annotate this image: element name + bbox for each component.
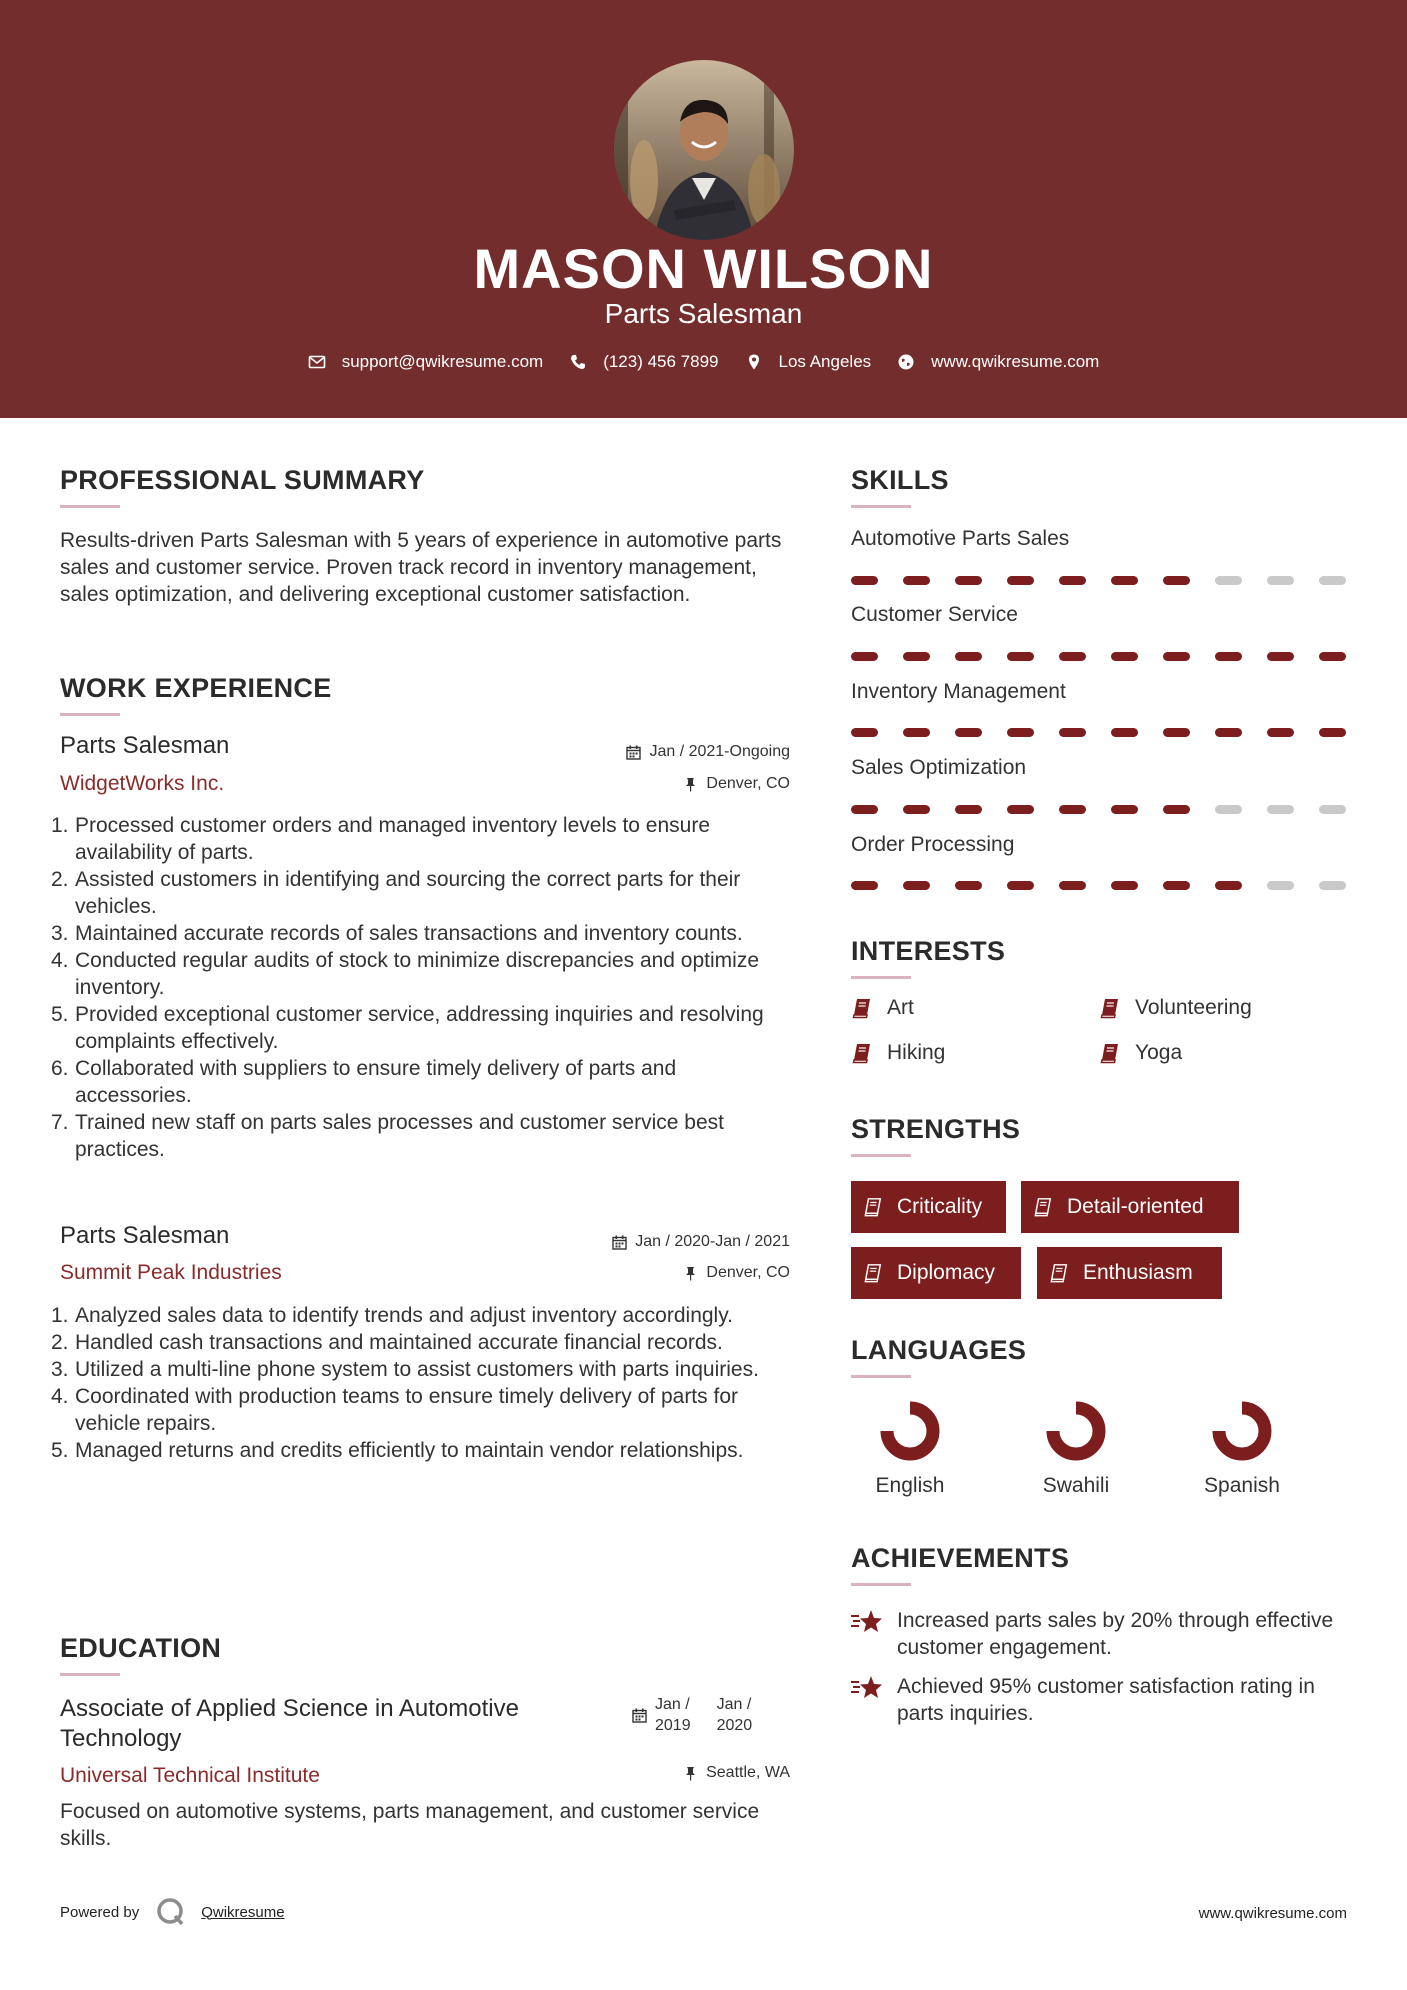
footer-powered-by [60, 1896, 285, 1928]
skill-dash-filled [1267, 652, 1294, 661]
strengths-heading: STRENGTHS [851, 1114, 1021, 1144]
skill-dash-filled [1007, 881, 1034, 890]
book-icon [1033, 1197, 1053, 1217]
language-item: English [840, 1400, 980, 1498]
skill-dash-empty [1215, 805, 1242, 814]
job-1-duty: 6. Collaborated with suppliers to ensure timely delivery of parts and accessories. [51, 1057, 677, 1107]
skill-dash-empty [1215, 576, 1242, 585]
skill-dash-empty [1319, 576, 1346, 585]
education-school: Universal Technical Institute [60, 1764, 320, 1787]
job-2-dates [480, 1233, 790, 1251]
contact-website[interactable] [897, 352, 1099, 372]
job-1-duty: 3. Maintained accurate records of sales transactions and inventory counts. [51, 922, 743, 945]
skill-dash-filled [851, 576, 878, 585]
language-level-ring [1211, 1400, 1273, 1462]
book-icon [863, 1197, 883, 1217]
skills-heading: SKILLS [851, 465, 949, 495]
job-1-location-text: Denver, CO [706, 775, 790, 792]
contact-email[interactable] [308, 352, 544, 372]
job-1-duty: 5. Provided exceptional customer service, addressing inquiries and resolving complaints effectively. [51, 1003, 764, 1053]
skill-dash-filled [955, 805, 982, 814]
job-2-location [480, 1264, 790, 1282]
contact-website-text: www.qwikresume.com [931, 352, 1100, 371]
contact-email-text: support@qwikresume.com [341, 352, 544, 371]
education-description: Focused on automotive systems, parts management, and customer service skills. [60, 1800, 760, 1850]
book-icon [851, 1042, 873, 1064]
skill-name: Customer Service [851, 603, 1018, 626]
skill-name: Sales Optimization [851, 756, 1027, 779]
skill-dash-filled [903, 728, 930, 737]
skill-dash-filled [1059, 728, 1086, 737]
qwikresume-logo-icon [155, 1896, 187, 1928]
skill-dash-filled [1163, 805, 1190, 814]
skill-name: Order Processing [851, 833, 1015, 856]
book-icon [863, 1263, 883, 1283]
skill-name: Inventory Management [851, 680, 1066, 703]
skill-dash-filled [1007, 576, 1034, 585]
skill-dash-filled [1319, 728, 1346, 737]
skill-dash-filled [1059, 576, 1086, 585]
summary-text: Results-driven Parts Salesman with 5 years of experience in automotive parts sales and customer service. Proven track record in inventory management, sales optimization, and delivering exceptional customer satisfaction. [60, 529, 782, 606]
skill-dash-filled [1111, 576, 1138, 585]
strength-tag: Criticality [851, 1181, 1006, 1233]
job-2-company: Summit Peak Industries [60, 1261, 282, 1284]
job-1-location [480, 775, 790, 793]
job-1-duty: 7. Trained new staff on parts sales processes and customer service best practices. [51, 1111, 724, 1161]
skill-dash-filled [1111, 881, 1138, 890]
calendar-icon [632, 1708, 647, 1723]
job-1-duties [51, 812, 795, 1163]
strength-tag: Enthusiasm [1037, 1247, 1222, 1299]
job-1-company: WidgetWorks Inc. [60, 772, 225, 795]
profile-photo [614, 60, 794, 240]
job-1-duty: 2. Assisted customers in identifying and sourcing the correct parts for their vehicles. [51, 868, 741, 918]
summary-heading: PROFESSIONAL SUMMARY [60, 465, 425, 495]
skill-dash-filled [1111, 652, 1138, 661]
skill-dash-empty [1267, 576, 1294, 585]
skills-heading-underline [851, 505, 911, 508]
skill-dash-filled [955, 881, 982, 890]
contact-bar [0, 352, 1407, 372]
skill-level-bar [851, 881, 1371, 890]
skill-dash-filled [955, 728, 982, 737]
globe-icon [897, 353, 915, 371]
skill-dash-filled [1111, 805, 1138, 814]
skill-dash-filled [851, 728, 878, 737]
contact-phone[interactable] [569, 352, 718, 372]
skill-dash-filled [1007, 652, 1034, 661]
experience-heading: WORK EXPERIENCE [60, 673, 332, 703]
skill-dash-filled [851, 881, 878, 890]
interests-heading-underline [851, 976, 911, 979]
job-1-duty: 1. Processed customer orders and managed inventory levels to ensure availability of parts. [51, 814, 711, 864]
skill-dash-filled [1059, 805, 1086, 814]
skill-dash-empty [1267, 805, 1294, 814]
skill-dash-empty [1267, 881, 1294, 890]
phone-icon [569, 353, 587, 371]
book-icon [1099, 997, 1121, 1019]
job-2-duty: 1. Analyzed sales data to identify trends and adjust inventory accordingly. [51, 1304, 733, 1327]
experience-heading-underline [60, 713, 120, 716]
education-location [480, 1764, 790, 1782]
interests-heading: INTERESTS [851, 936, 1006, 966]
skill-dash-filled [955, 576, 982, 585]
education-heading: EDUCATION [60, 1633, 222, 1663]
language-item: Swahili [1006, 1400, 1146, 1498]
interest-item: Hiking [851, 1041, 945, 1065]
strengths-heading-underline [851, 1154, 911, 1157]
map-pin-icon [745, 353, 763, 371]
achievement-item: Increased parts sales by 20% through effective customer engagement. [851, 1607, 1351, 1661]
pushpin-icon [683, 1266, 698, 1281]
interest-item: Volunteering [1099, 996, 1252, 1020]
skill-dash-filled [955, 652, 982, 661]
skill-dash-filled [851, 805, 878, 814]
strength-tag: Detail-oriented [1021, 1181, 1239, 1233]
profile-photo-image [614, 60, 794, 240]
achievement-item: Achieved 95% customer satisfaction rating in parts inquiries. [851, 1673, 1351, 1727]
contact-phone-text: (123) 456 7899 [603, 352, 719, 371]
skill-dash-filled [1215, 728, 1242, 737]
skill-dash-filled [1319, 652, 1346, 661]
skill-dash-empty [1319, 881, 1346, 890]
job-2-location-text: Denver, CO [706, 1264, 790, 1281]
education-start-date: Jan / 2019 [655, 1696, 691, 1734]
job-2-duty: 3. Utilized a multi-line phone system to assist customers with parts inquiries. [51, 1358, 759, 1381]
footer-url[interactable]: www.qwikresume.com [1198, 1905, 1347, 1922]
job-1-duty: 4. Conducted regular audits of stock to minimize discrepancies and optimize inventory. [51, 949, 760, 999]
skill-dash-filled [851, 652, 878, 661]
skill-level-bar [851, 728, 1371, 737]
achievements-heading: ACHIEVEMENTS [851, 1543, 1070, 1573]
job-1-dates-text: Jan / 2021-Ongoing [649, 743, 790, 760]
skill-dash-filled [903, 881, 930, 890]
job-2-duties [51, 1302, 795, 1464]
language-level-ring [1045, 1400, 1107, 1462]
skill-dash-filled [1267, 728, 1294, 737]
skill-dash-filled [903, 576, 930, 585]
job-2-duty: 5. Managed returns and credits efficiently to maintain vendor relationships. [51, 1439, 744, 1462]
candidate-name: MASON WILSON [473, 237, 934, 300]
pushpin-icon [683, 777, 698, 792]
skill-level-bar [851, 805, 1371, 814]
candidate-title: Parts Salesman [604, 298, 803, 329]
education-end-date: Jan / 2020 [716, 1696, 753, 1734]
job-1-dates [480, 743, 790, 761]
job-2-duty: 4. Coordinated with production teams to ensure timely delivery of parts for vehicle repairs. [51, 1385, 738, 1435]
language-level-ring [879, 1400, 941, 1462]
book-icon [1099, 1042, 1121, 1064]
skill-dash-filled [1007, 728, 1034, 737]
language-level-arc [887, 1408, 933, 1454]
education-degree: Associate of Applied Science in Automotive Technology [60, 1695, 519, 1752]
skill-dash-filled [1007, 805, 1034, 814]
skill-name: Automotive Parts Sales [851, 527, 1070, 550]
book-icon [1049, 1263, 1069, 1283]
skill-dash-filled [1163, 881, 1190, 890]
language-level-arc [1053, 1408, 1099, 1454]
resume-header [0, 0, 1407, 418]
job-2-title: Parts Salesman [60, 1222, 230, 1249]
shooting-star-icon [851, 1673, 883, 1701]
skill-dash-filled [903, 805, 930, 814]
language-item: Spanish [1172, 1400, 1312, 1498]
achievements-heading-underline [851, 1583, 911, 1586]
skill-dash-filled [1163, 576, 1190, 585]
language-level-arc [1219, 1408, 1265, 1454]
calendar-icon [626, 745, 641, 760]
interest-item: Yoga [1099, 1041, 1182, 1065]
interest-item: Art [851, 996, 914, 1020]
languages-heading: LANGUAGES [851, 1335, 1027, 1365]
skill-dash-filled [1059, 652, 1086, 661]
skill-level-bar [851, 652, 1371, 661]
qwikresume-link[interactable]: Qwikresume [201, 1903, 285, 1921]
education-location-text: Seattle, WA [706, 1764, 790, 1781]
envelope-icon [308, 353, 326, 371]
contact-location [745, 352, 872, 372]
powered-by-label: Powered by [60, 1903, 140, 1921]
skill-level-bar [851, 576, 1371, 585]
calendar-icon [612, 1235, 627, 1250]
skill-dash-filled [1059, 881, 1086, 890]
education-dates [632, 1694, 752, 1736]
education-heading-underline [60, 1673, 120, 1676]
strength-tag: Diplomacy [851, 1247, 1021, 1299]
book-icon [851, 997, 873, 1019]
contact-location-text: Los Angeles [778, 352, 872, 371]
skill-dash-filled [1163, 728, 1190, 737]
skill-dash-filled [1163, 652, 1190, 661]
job-1-title: Parts Salesman [60, 732, 230, 759]
skill-dash-empty [1319, 805, 1346, 814]
shooting-star-icon [851, 1607, 883, 1635]
job-2-duty: 2. Handled cash transactions and maintained accurate financial records. [51, 1331, 723, 1354]
skill-dash-filled [903, 652, 930, 661]
pushpin-icon [683, 1766, 698, 1781]
skill-dash-filled [1111, 728, 1138, 737]
skill-dash-filled [1215, 881, 1242, 890]
summary-heading-underline [60, 505, 120, 508]
languages-heading-underline [851, 1375, 911, 1378]
skill-dash-filled [1215, 652, 1242, 661]
job-2-dates-text: Jan / 2020-Jan / 2021 [635, 1233, 790, 1250]
